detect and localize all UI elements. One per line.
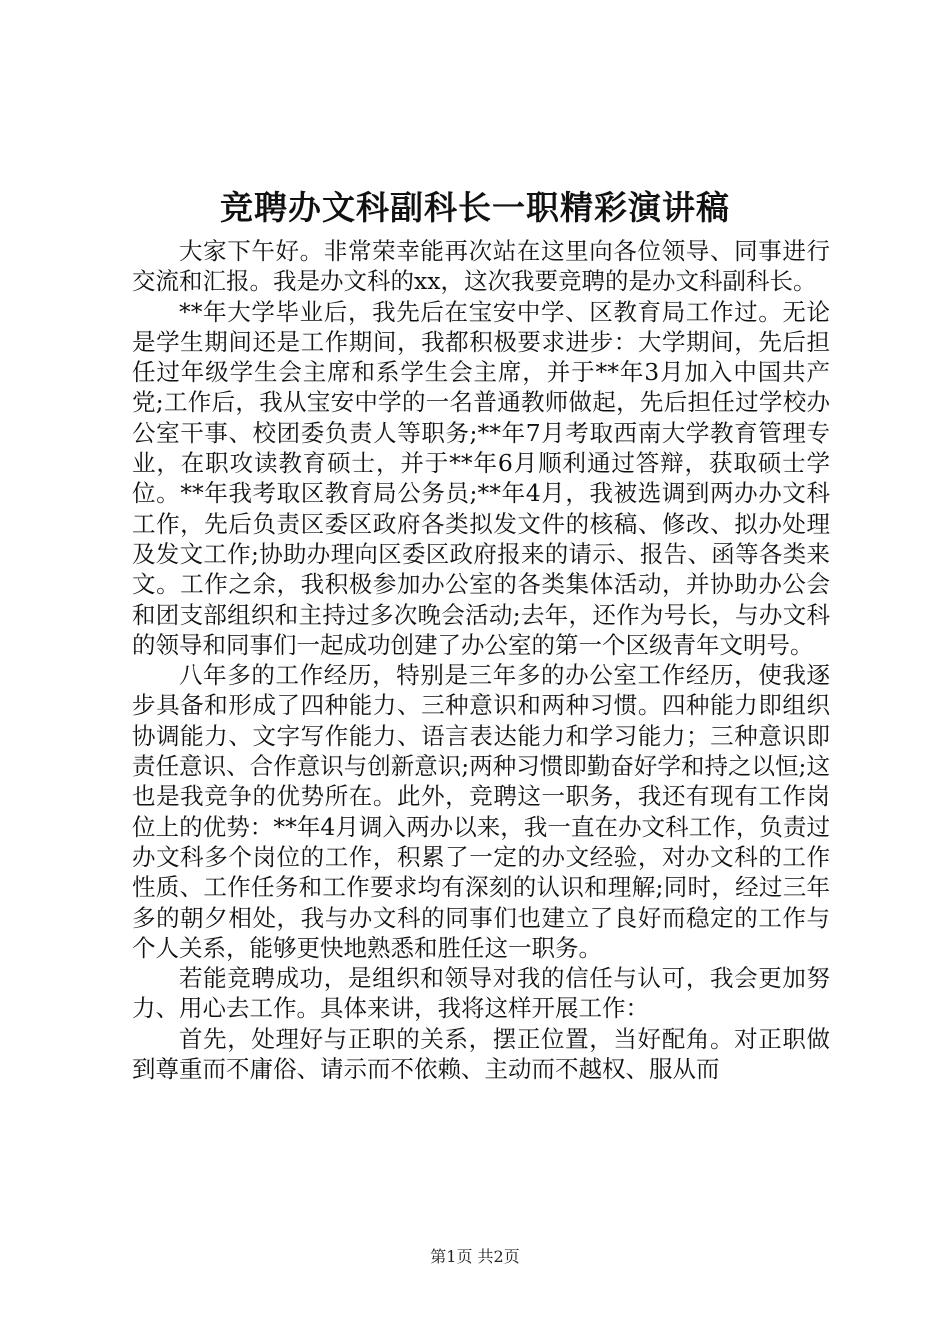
page-number-footer: 第1页 共2页 bbox=[430, 1247, 520, 1266]
document-title: 竞聘办文科副科长一职精彩演讲稿 bbox=[220, 188, 730, 227]
paragraph-greeting: 大家下午好。非常荣幸能再次站在这里向各位领导、同事进行交流和汇报。我是办文科的xx，这次我要竞聘的是办文科副科长。 bbox=[132, 237, 830, 296]
document-body bbox=[132, 236, 830, 1084]
paragraph-first-point: 首先，处理好与正职的关系，摆正位置，当好配角。对正职做到尊重而不庸俗、请示而不依赖、主动而不越权、服从而 bbox=[132, 1024, 830, 1084]
paragraph-commitment: 若能竞聘成功，是组织和领导对我的信任与认可，我会更加努力、用心去工作。具体来讲，我将这样开展工作： bbox=[132, 964, 830, 1023]
paragraph-strengths: 八年多的工作经历，特别是三年多的办公室工作经历，使我逐步具备和形成了四种能力、三种意识和两种习惯。四种能力即组织协调能力、文字写作能力、语言表达能力和学习能力；三种意识即责任意识、合作意识与创新意识;两种习惯即勤奋好学和持之以恒;这也是我竞争的优势所在。此外，竞聘这一职务，我还有现有工作岗位上的优势：**年4月调入两办以来，我一直在办文科工作，负责过办文科多个岗位的工作，积累了一定的办文经验，对办文科的工作性质、工作任务和工作要求均有深刻的认识和理解;同时，经过三年多的朝夕相处，我与办文科的同事们也建立了良好而稳定的工作与个人关系，能够更快地熟悉和胜任这一职务。 bbox=[132, 661, 830, 962]
paragraph-background: **年大学毕业后，我先后在宝安中学、区教育局工作过。无论是学生期间还是工作期间，我都积极要求进步：大学期间，先后担任过年级学生会主席和系学生会主席，并于**年3月加入中国共产党;工作后，我从宝安中学的一名普通教师做起，先后担任过学校办公室干事、校团委负责人等职务;**年7月考取西南大学教育管理专业，在职攻读教育硕士，并于**年6月顺利通过答辩，获取硕士学位。**年我考取区教育局公务员;**年4月，我被选调到两办办文科工作，先后负责区委区政府各类拟发文件的核稿、修改、拟办处理及发文工作;协助办理向区委区政府报来的请示、报告、函等各类来文。工作之余，我积极参加办公室的各类集体活动，并协助办公会和团支部组织和主持过多次晚会活动;去年，还作为号长，与办文科的领导和同事们一起成功创建了办公室的第一个区级青年文明号。 bbox=[132, 297, 830, 659]
